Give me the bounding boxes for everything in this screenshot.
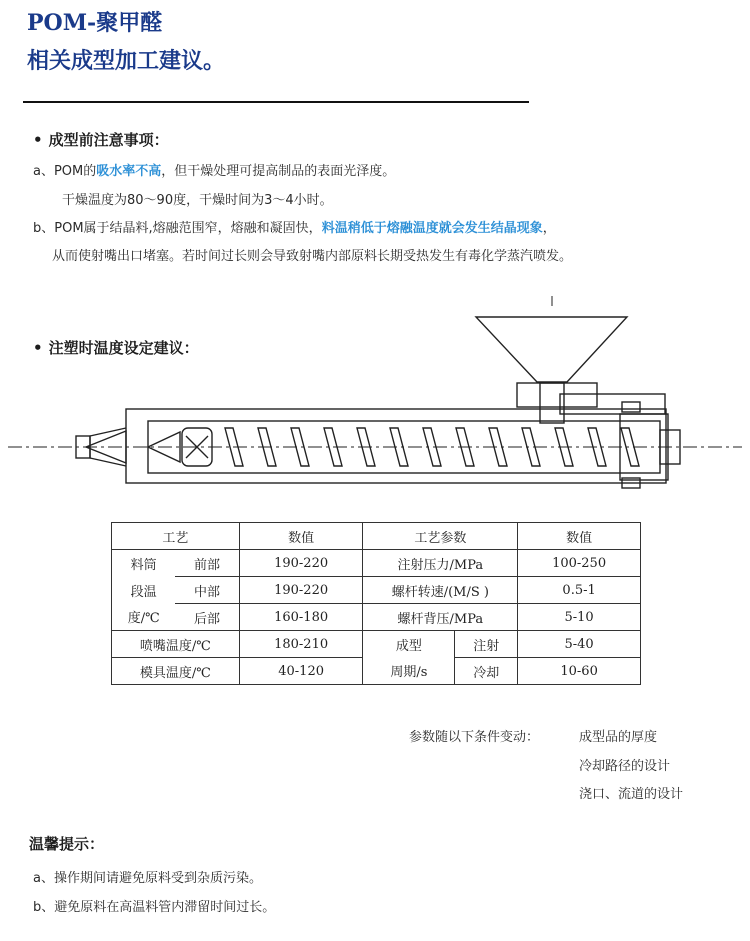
zone-front: 前部 (175, 550, 239, 577)
barrel-label-2: 段温 (112, 577, 176, 604)
param-back-pressure: 螺杆背压/MPa (363, 604, 518, 631)
note-b-line2: 从而使射嘴出口堵塞。若时间过长则会导致射嘴内部原料长期受热发生有毒化学蒸汽喷发。 (52, 249, 573, 264)
table-row (112, 658, 641, 685)
cycle-label-2: 周期/s (363, 658, 455, 685)
cycle-injection: 注射 (455, 631, 518, 658)
param-screw-speed: 螺杆转速/(M/S ) (363, 577, 518, 604)
mold-temp-label: 模具温度/℃ (112, 658, 240, 685)
note-a-highlight: 吸水率不高 (96, 164, 162, 179)
table-row (112, 604, 641, 631)
cycle-injection-value: 5-40 (518, 631, 641, 658)
barrel-label-1: 料筒 (112, 550, 176, 577)
cycle-cooling: 冷却 (455, 658, 518, 685)
cycle-label-1: 成型 (363, 631, 455, 658)
page-subtitle: 相关成型加工建议。 (27, 48, 226, 74)
param-back-pressure-value: 5-10 (518, 604, 641, 631)
param-inj-pressure-value: 100-250 (518, 550, 641, 577)
header-param: 工艺参数 (363, 523, 518, 550)
nozzle-temp-label: 喷嘴温度/℃ (112, 631, 240, 658)
header-process: 工艺 (112, 523, 240, 550)
notes-lead: 参数随以下条件变动： (409, 730, 540, 745)
section-heading: 成型前注意事项： (48, 131, 169, 149)
parameter-table (111, 522, 641, 685)
zone-middle: 中部 (175, 577, 239, 604)
page-title: POM-聚甲醛 (27, 10, 163, 36)
table-row (112, 577, 641, 604)
title-divider (23, 101, 529, 103)
header-value: 数值 (239, 523, 363, 550)
zone-rear-value: 160-180 (239, 604, 363, 631)
barrel-label-3: 度/℃ (112, 604, 176, 631)
note-b (33, 217, 556, 236)
hopper-shape (476, 317, 627, 382)
mold-temp-value: 40-120 (239, 658, 363, 685)
tip-a: a、操作期间请避免原料受到杂质污染。 (33, 871, 262, 886)
note-a-suffix: ，但干燥处理可提高制品的表面光泽度。 (161, 164, 396, 179)
notes-item: 成型品的厚度 (579, 730, 658, 745)
section-pre-molding (33, 129, 169, 150)
table-header-row (112, 523, 641, 550)
note-b-suffix: ， (542, 221, 556, 236)
nozzle-temp-value: 180-210 (239, 631, 363, 658)
note-a (33, 160, 395, 179)
tips-heading: 温馨提示： (29, 835, 105, 853)
notes-item: 浇口、流道的设计 (579, 787, 684, 802)
tip-b: b、避免原料在高温料管内滞留时间过长。 (33, 900, 276, 915)
notes-item: 冷却路径的设计 (579, 759, 671, 774)
param-screw-speed-value: 0.5-1 (518, 577, 641, 604)
param-inj-pressure: 注射压力/MPa (363, 550, 518, 577)
injection-screw-diagram (0, 290, 750, 500)
section-heading: 注塑时温度设定建议： (48, 339, 199, 357)
note-b-highlight: 料温稍低于熔融温度就会发生结晶现象 (321, 221, 543, 236)
note-a-line2: 干燥温度为80～90度，干燥时间为3～4小时。 (62, 193, 333, 208)
cycle-cooling-value: 10-60 (518, 658, 641, 685)
note-b-prefix: b、POM属于结晶料,熔融范围窄，熔融和凝固快， (33, 221, 322, 236)
bullet-dot: • (33, 131, 43, 149)
zone-front-value: 190-220 (239, 550, 363, 577)
zone-rear: 后部 (175, 604, 239, 631)
zone-middle-value: 190-220 (239, 577, 363, 604)
header-value-2: 数值 (518, 523, 641, 550)
note-a-prefix: a、POM的 (33, 164, 97, 179)
table-row (112, 631, 641, 658)
bullet-dot: • (33, 339, 43, 357)
table-row (112, 550, 641, 577)
